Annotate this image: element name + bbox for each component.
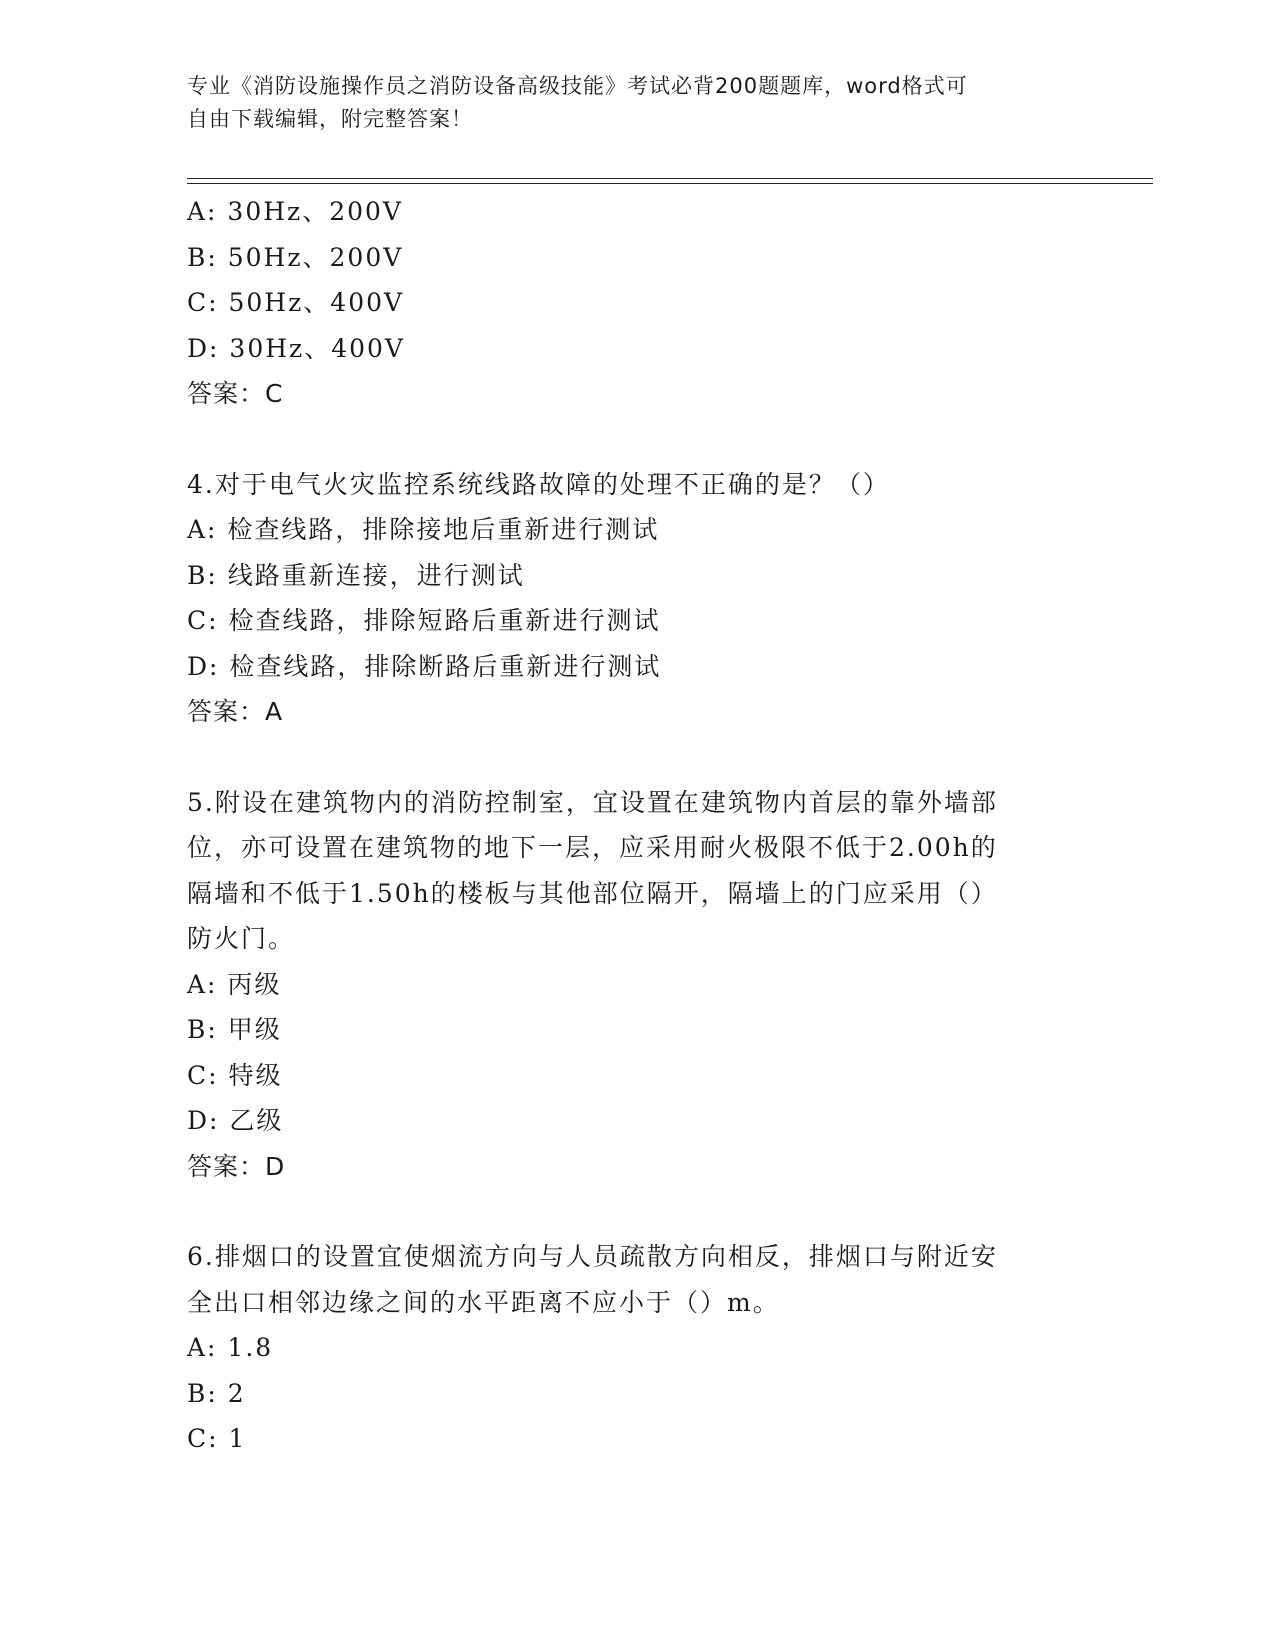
question-5-option-a: A: 丙级 xyxy=(187,969,282,999)
question-5-option-d: D: 乙级 xyxy=(187,1106,284,1135)
question-5-block xyxy=(187,780,1067,1190)
question-5-stem-line-1: 5.附设在建筑物内的消防控制室，宜设置在建筑物内首层的靠外墙部 xyxy=(187,787,998,817)
question-3-option-c: C: 50Hz、400V xyxy=(187,288,405,317)
question-4-option-c: C: 检查线路，排除短路后重新进行测试 xyxy=(187,606,661,635)
question-5-answer: 答案：D xyxy=(187,1151,286,1181)
question-list xyxy=(187,189,1067,1462)
question-5-stem-line-4: 防火门。 xyxy=(187,924,296,953)
question-3-option-d: D: 30Hz、400V xyxy=(187,333,405,363)
question-6-stem-line-1: 6.排烟口的设置宜使烟流方向与人员疏散方向相反，排烟口与附近安 xyxy=(187,1242,998,1271)
question-5-option-c: C: 特级 xyxy=(187,1060,283,1090)
header-divider-bottom xyxy=(187,183,1153,184)
header-title-line-2: 自由下载编辑，附完整答案！ xyxy=(187,107,473,131)
question-4-block xyxy=(187,462,1067,735)
header-divider-top xyxy=(187,178,1153,179)
question-6-block xyxy=(187,1234,1067,1462)
question-6-option-c: C: 1 xyxy=(187,1424,247,1453)
spacer xyxy=(187,735,1067,780)
question-6-stem-line-2: 全出口相邻边缘之间的水平距离不应小于（）m。 xyxy=(187,1287,780,1317)
question-4-option-d: D: 检查线路，排除断路后重新进行测试 xyxy=(187,651,662,681)
question-3-option-a: A: 30Hz、200V xyxy=(187,197,403,226)
spacer xyxy=(187,417,1067,462)
question-3-answer: 答案：C xyxy=(187,379,284,408)
question-5-option-b: B: 甲级 xyxy=(187,1015,282,1044)
question-6-option-a: A: 1.8 xyxy=(187,1333,274,1362)
document-header xyxy=(187,70,1067,136)
question-5-stem-line-3: 隔墙和不低于1.50h的楼板与其他部位隔开，隔墙上的门应采用（） xyxy=(187,878,998,908)
question-5-stem-line-2: 位，亦可设置在建筑物的地下一层，应采用耐火极限不低于2.00h的 xyxy=(187,833,998,862)
question-4-option-a: A: 检查线路，排除接地后重新进行测试 xyxy=(187,515,660,544)
spacer xyxy=(187,1189,1067,1234)
question-4-option-b: B: 线路重新连接，进行测试 xyxy=(187,560,525,590)
question-3-block xyxy=(187,189,1067,417)
question-4-stem: 4.对于电气火灾监控系统线路故障的处理不正确的是？（） xyxy=(187,469,890,499)
question-4-answer: 答案：A xyxy=(187,697,284,726)
question-6-option-b: B: 2 xyxy=(187,1378,246,1408)
question-3-option-b: B: 50Hz、200V xyxy=(187,242,404,272)
header-title-line-1: 专业《消防设施操作员之消防设备高级技能》考试必背200题题库，word格式可 xyxy=(187,74,968,98)
